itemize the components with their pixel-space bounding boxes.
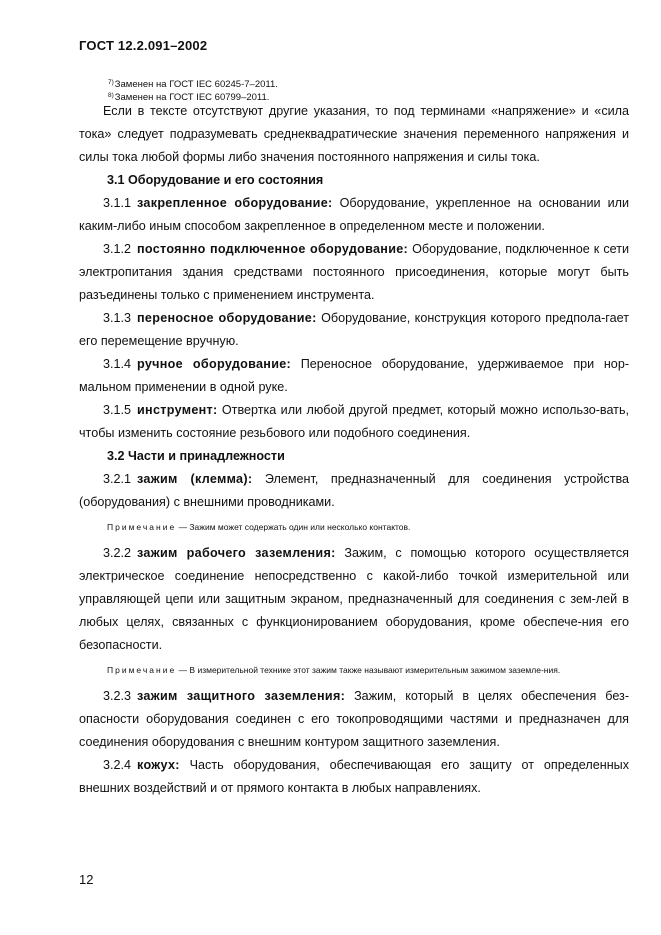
item-number: 3.2.1	[103, 472, 132, 486]
term: переносное оборудование:	[137, 311, 317, 325]
definition: Зажим, с помощью которого осуществляется электрическое соединение непосредственно с какой-либо точкой измерительной или управляющей цепи или защитным экраном, предназначенный для соединения с зем-лей в любых целях, связанных с функционированием оборудования, кроме обеспече-ния его безопасности.	[79, 546, 630, 652]
term: кожух:	[137, 758, 180, 772]
definition: Элемент, предназначенный для соединения устройства (оборудования) с внешними проводниками.	[79, 472, 630, 509]
term: закрепленное оборудование:	[137, 196, 333, 210]
footnote-mark: 7)	[108, 79, 114, 86]
term: зажим рабочего заземления:	[137, 546, 336, 560]
definition: Переносное оборудование, удерживаемое при нор-мальном применении в одной руке.	[79, 357, 630, 394]
item-number: 3.1.1	[103, 196, 132, 210]
note	[79, 522, 629, 533]
footnote-text: Заменен на ГОСТ IEC 60245-7–2011.	[114, 79, 278, 90]
note-text: — В измерительной технике этот зажим также называют измерительным зажимом заземле-ния.	[176, 665, 561, 675]
term: ручное оборудование:	[137, 357, 292, 371]
note-text: — Зажим может содержать один или несколько контактов.	[176, 522, 411, 532]
item-number: 3.1.3	[103, 311, 132, 325]
document-code: ГОСТ 12.2.091–2002	[79, 38, 208, 53]
item-number: 3.1.4	[103, 357, 132, 371]
document-header	[79, 38, 207, 53]
definition: Оборудование, укрепленное на основании или каким-либо иным способом закрепленное в определенном месте и положении.	[79, 196, 629, 233]
definition-paragraph	[79, 192, 629, 238]
definition-paragraph	[79, 353, 629, 399]
item-number: 3.1.5	[103, 403, 132, 417]
term: постоянно подключенное оборудование:	[137, 242, 409, 256]
footnote	[108, 77, 278, 90]
page-number: 12	[79, 872, 94, 887]
section-title: 3.1 Оборудование и его состояния	[107, 173, 324, 187]
definition: Оборудование, конструкция которого предпола-гает его перемещение вручную.	[79, 311, 629, 348]
definition-paragraph	[79, 754, 629, 800]
definition-paragraph	[79, 468, 629, 514]
intro-paragraph: Если в тексте отсутствуют другие указания, то под терминами «напряжение» и «сила тока» следует подразумевать среднеквадратические значения переменного напряжения и силы тока любой формы либо значения постоянного напряжения и силы тока.	[79, 104, 629, 164]
definition-paragraph	[79, 307, 629, 353]
note	[79, 665, 629, 676]
note-label: Примечание	[107, 665, 177, 675]
note-label: Примечание	[107, 522, 177, 532]
definition: Отвертка или любой другой предмет, который можно использо-вать, чтобы изменить состояние резьбового или подобного соединения.	[79, 403, 630, 440]
definition-paragraph	[79, 399, 629, 445]
definition-paragraph	[79, 238, 629, 307]
item-number: 3.2.3	[103, 689, 132, 703]
definition: Оборудование, подключенное к сети электропитания здания средствами постоянного присоединения, которые могут быть разъединены только с применением инструмента.	[79, 242, 629, 302]
definition-paragraph	[79, 542, 629, 657]
footnote-text: Заменен на ГОСТ IEC 60799–2011.	[114, 92, 270, 103]
definition: Зажим, который в целях обеспечения без-опасности оборудования соединен с его токопроводящими частями и предназначен для соединения оборудования с внешним контуром защитного заземления.	[79, 689, 630, 749]
footnote-mark: 8)	[108, 92, 114, 99]
definition-paragraph	[79, 685, 629, 754]
term: зажим защитного заземления:	[137, 689, 346, 703]
definition: Часть оборудования, обеспечивающая его защиту от определенных внешних воздействий и от прямого контакта в любых направлениях.	[79, 758, 630, 795]
document-body	[79, 100, 629, 800]
section-title: 3.2 Части и принадлежности	[107, 449, 285, 463]
term: зажим (клемма):	[137, 472, 253, 486]
item-number: 3.2.4	[103, 758, 132, 772]
item-number: 3.2.2	[103, 546, 132, 560]
term: инструмент:	[137, 403, 218, 417]
item-number: 3.1.2	[103, 242, 132, 256]
